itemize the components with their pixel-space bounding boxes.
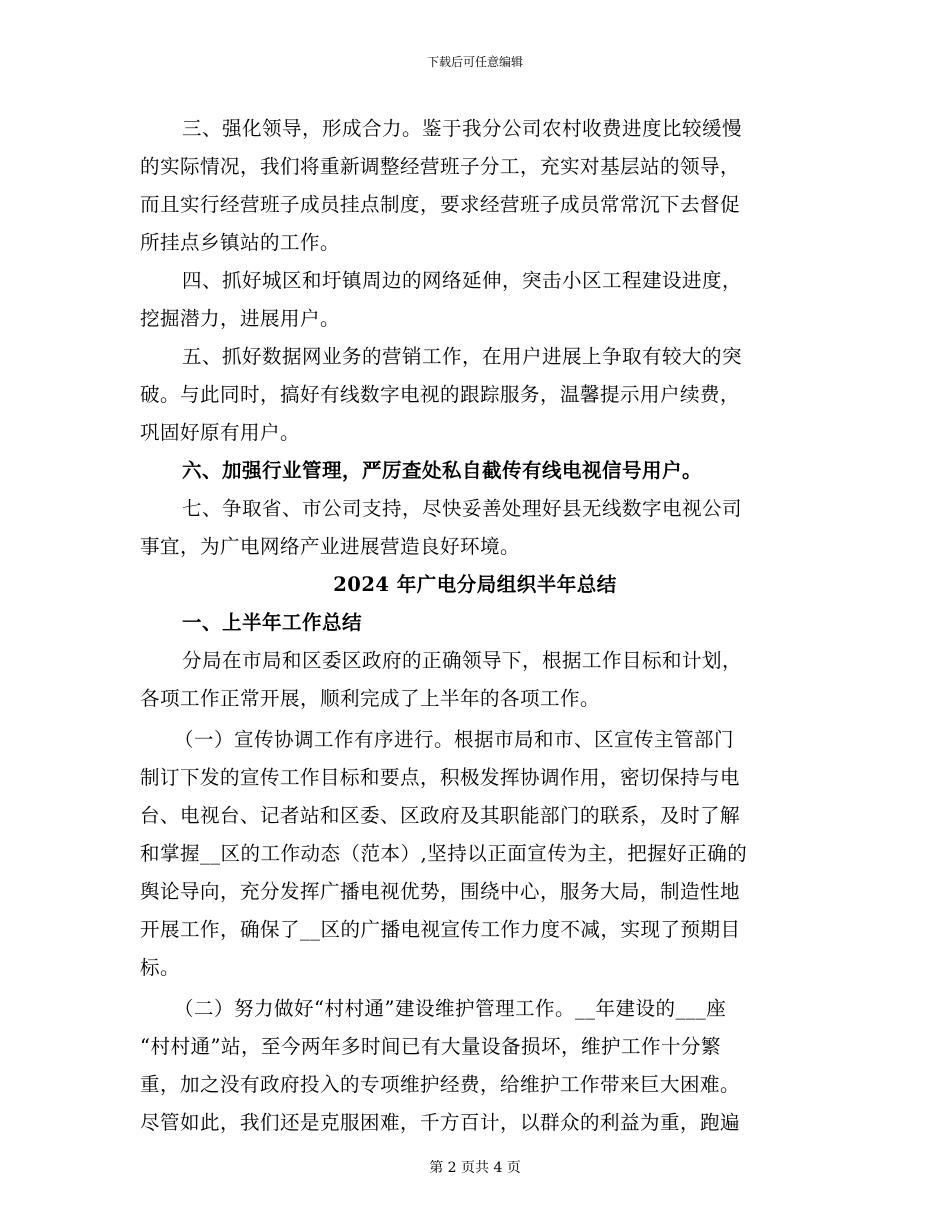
paragraph-line: 的实际情况，我们将重新调整经营班子分工，充实对基层站的领导， [140,155,741,178]
paragraph-line: 台、电视台、记者站和区委、区政府及其职能部门的联系，及时了解 [140,804,741,827]
paragraph-line: （二）努力做好“村村通”建设维护管理工作。__年建设的___座 [174,997,727,1020]
paragraph-line: （一）宣传协调工作有序进行。根据市局和市、区宣传主管部门 [174,728,735,751]
paragraph-line: 七、争取省、市公司支持，尽快妥善处理好县无线数字电视公司 [182,497,743,520]
paragraph-line: 所挂点乡镇站的工作。 [140,231,341,254]
paragraph-line: 巩固好原有用户。 [140,421,301,444]
paragraph-line: 重，加之没有政府投入的专项维护经费，给维护工作带来巨大困难。 [140,1073,741,1096]
document-body [140,110,810,1142]
paragraph-line: 挖掘潜力，进展用户。 [140,307,341,330]
page-header: 下载后可任意编辑 [426,55,523,69]
paragraph-line: “村村通”站，至今两年多时间已有大量设备损坏，维护工作十分繁 [140,1035,721,1058]
paragraph-line: 和掌握__区的工作动态（范本）,坚持以正面宣传为主，把握好正确的 [140,842,748,865]
bold-paragraph-line: 六、加强行业管理，严厉查处私自截传有线电视信号用户。 [182,459,703,482]
section-title: 2024 年广电分局组织半年总结 [333,573,617,596]
paragraph-line: 舆论导向，充分发挥广播电视优势，围绕中心，服务大局，制造性地 [140,880,741,903]
paragraph-line: 而且实行经营班子成员挂点制度，要求经营班子成员常常沉下去督促 [140,193,741,216]
section-heading: 一、上半年工作总结 [182,611,363,634]
paragraph-line: 分局在市局和区委区政府的正确领导下，根据工作目标和计划， [182,649,743,672]
paragraph-line: 尽管如此，我们还是克服困难，千方百计，以群众的利益为重，跑遍 [140,1111,741,1134]
paragraph-line: 三、强化领导，形成合力。鉴于我分公司农村收费进度比较缓慢 [182,117,743,140]
page-footer: 第 2 页共 4 页 [429,1160,521,1176]
paragraph-line: 五、抓好数据网业务的营销工作，在用户进展上争取有较大的突 [182,345,743,368]
paragraph-line: 开展工作，确保了__区的广播电视宣传工作力度不减，实现了预期目 [140,918,741,941]
paragraph-line: 制订下发的宣传工作目标和要点，积极发挥协调作用，密切保持与电 [140,766,741,789]
paragraph-line: 四、抓好城区和圩镇周边的网络延伸，突击小区工程建设进度， [182,269,743,292]
paragraph-line: 破。与此同时，搞好有线数字电视的跟踪服务，温馨提示用户续费， [140,383,741,406]
paragraph-line: 事宜，为广电网络产业进展营造良好环境。 [140,535,521,558]
paragraph-line: 各项工作正常开展，顺利完成了上半年的各项工作。 [140,687,601,710]
paragraph-line: 标。 [140,956,181,979]
